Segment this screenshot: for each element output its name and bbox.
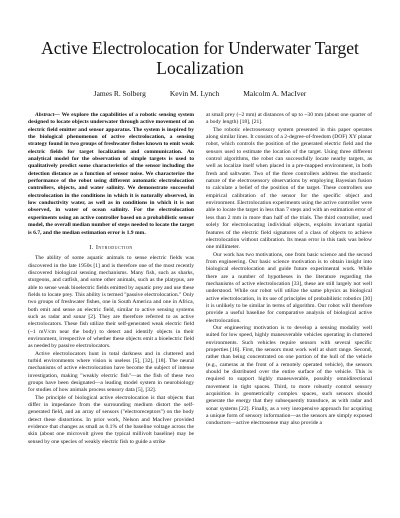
abstract [28,112,194,237]
paragraph: Our work has two motivations, one from basic science and the second from engineering. Our basic science motivation is to obtain insight into biological electrolocation and guide future experimental work. While there are a number of hypotheses in the literature regarding the mechanisms of active electrolocation [33], these are still largely not well understood. While our robot will utilize the same physics as biological active electrolocation, in its use of principles of probabilistic robotics [30] it is unlikely to be similar in terms of algorithm. Our robot will therefore provide a useful baseline for comparative analysis of biological active electrolocation. [206,251,372,324]
paper-title: Active Electrolocation for Underwater Target Localization [41,38,359,78]
paragraph: Active electrolocators hunt in total darkness and in cluttered and turbid environments where vision is useless [5], [32], [18]. The neural mechanisms of active electrolocation have become the subject of intense investigation, making "weakly electric fish"—as the fish of these two groups have been designated—a leading model system in neurobiology for studies of how animals process sensory data [5], [32]. [28,350,194,394]
left-column [28,112,194,446]
abstract-label: Abstract [35,112,55,118]
two-column-body [28,112,372,446]
paragraph: The ability of some aquatic animals to sense electric fields was discovered in the late 1950s [1] and is therefore one of the most recently discovered biological sensing mechanisms. Many fish, such as sharks, sturgeons, and catfish, and some other animals, such as the platypus, are able to sense weak bioelectric fields emitted by aquatic prey and use these fields to locate prey. This ability is termed "passive electrolocation." Only two groups of freshwater fishes, one in South America and one in Africa, both emit and sense an electric field, similar to active sensing systems such as radar and sonar [2]. They are therefore referred to as active electrolocators. These fish utilize their self-generated weak electric field (~1 mV/cm near the body) to detect and identify objects in their environment, irrespective of whether these objects emit a bioelectric field as needed by passive electrolocators. [28,255,194,350]
paragraph: Our engineering motivation is to develop a sensing modality well suited for low speed, highly maneuverable vehicles operating in cluttered environments. Such vehicles require sensors with several specific properties [16]. First, the sensors must work well at short range. Second, rather than being concentrated on one portion of the hull of the vehicle (e.g., cameras at the front of a remotely operated vehicle), the sensors should be distributed over the entire surface of the vehicle. This is required to support highly maneuverable, possibly omnidirectional movement in tight spaces. Third, to more robustly control sensory acquisition in geometrically complex spaces, such sensors should generate the energy that they subsequently transduce, as with radar and sonar systems [22]. Finally, as a very inexpensive approach for acquiring a unique form of sensory information—as the sensors are simply exposed conductors—active electrosense may also provide a [206,324,372,427]
abstract-text: — We explore the capabilities of a robotic sensing system designed to locate objects underwater through active movement of an electric field emitter and sensor apparatus. The system is inspired by the biological phenomenon of active electrolocation, a sensing strategy found in two groups of freshwater fishes known to emit weak electric fields for target localization and communication. An analytical model for the observation of simple targets is used to qualitatively predict some characteristics of the sensor including the detection distance as a function of sensor noise. We characterize the performance of the robot using different automatic electrolocation controllers, objects, and water salinity. We demonstrate successful electrolocation in the conditions in which it is naturally observed, in low conductivity water, as well as in conditions in which it is not observed, in water of ocean salinity. For the electrolocation experiments using an active controller based on a probabilistic sensor model, the overall median number of steps needed to locate the target is 6.7, and the median estimation error is 1.9 mm. [28,112,194,236]
paragraph: The principle of biological active electrolocation is that objects that differ in impedance from the surrounding medium distort the self-generated field, and an array of sensors ("electroreceptors") on the body detect these distortions. In prior work, Nelson and MacIver provided evidence that changes as small as 0.1% of the baseline voltage across the skin (about one microvolt given the typical millivolt baseline) may be sensed by one species of weakly electric fish to guide a strike [28,394,194,445]
paragraph: The robotic electrosensory system presented in this paper operates along similar lines. It consists of a 2-degree-of-freedom (DOF) XY planar robot, which controls the position of the generated electric field and the sensors used to estimate the location of the target. Using three different control algorithms, the robot can successfully locate nearby targets, as well as localize itself when placed in a pre-mapped environment, in both fresh and saltwater. Two of the three controllers address the stochastic nature of the electrosensory observations by employing Bayesian fusion to calculate a belief of the position of the target. These controllers use empirical calibration of the sensor for the specific object and environment. Electrolocation experiments using the active controller were able to locate the target in less than 7 steps and with an estimation error of less than 2 mm in more than half of the trials. The third controller, used solely for electrolocating individual objects, exploits invariant spatial features of the electric field signatures of a class of objects to achieve electrolocation without calibration. Its mean error in this task was below one millimeter. [206,126,372,251]
paragraph: at small prey (~2 mm) at distances of up to ~30 mm (about one quarter of a body length) [18], [21]. [206,112,372,126]
author-3: Malcolm A. MacIver [243,89,307,98]
section-heading-introduction: I. Introduction [89,243,133,251]
author-list [28,89,372,98]
author-2: Kevin M. Lynch [169,89,220,98]
right-column [206,112,372,446]
author-1: James R. Solberg [93,89,146,98]
